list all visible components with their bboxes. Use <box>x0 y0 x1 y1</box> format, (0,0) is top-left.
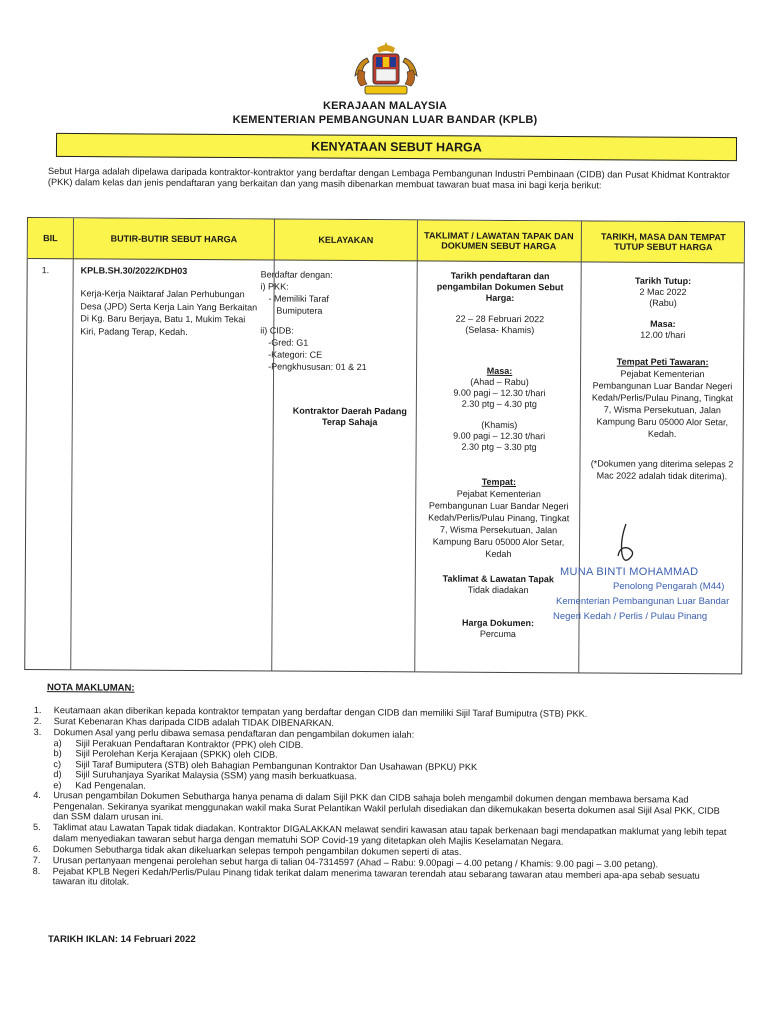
lawatan-label: Taklimat & Lawatan Tapak <box>442 573 554 585</box>
registration-dates: 22 – 28 Februari 2022 <box>455 313 545 325</box>
signature-mark-icon <box>606 522 646 570</box>
malaysia-coat-of-arms-icon <box>337 40 435 98</box>
late-document-note: (*Dokumen yang diterima selepas 2 Mac 2022 adalah tidak diterima). <box>590 458 734 482</box>
qualification-line: Berdaftar dengan: <box>260 269 333 280</box>
advertisement-date: TARIKH IKLAN: 14 Februari 2022 <box>48 934 196 945</box>
note-text: Taklimat atau Lawatan Tapak tidak diadakan. Kontraktor DIGALAKKAN melawat sendiri kawasan atau tapak berkenaan bagi mendapatkan maklumat yang lebih tepat dalam menyediakan tawaran sebut harga dengan mematuhi SOP Covid-19 yang ditetapkan oleh Majlis Keselamatan Negara. <box>52 822 727 847</box>
masa-line: (Khamis) <box>481 419 518 430</box>
header-taklimat: TAKLIMAT / LAWATAN TAPAK DAN DOKUMEN SEBUT HARGA <box>424 230 574 252</box>
signatory-title: Penolong Pengarah (M44) <box>613 581 725 592</box>
closing-date: 2 Mac 2022 <box>639 286 687 298</box>
government-title: KERAJAAN MALAYSIA <box>322 100 447 112</box>
signatory-state: Negeri Kedah / Perlis / Pulau Pinang <box>553 611 708 622</box>
masa-line: 9.00 pagi – 12.30 t/hari <box>453 387 546 399</box>
header-kelayakan: KELAYAKAN <box>318 234 374 246</box>
closing-time-label: Masa: <box>650 318 676 329</box>
registration-days: (Selasa- Khamis) <box>465 324 535 336</box>
tender-description: Kerja-Kerja Naiktaraf Jalan Perhubungan Desa (JPD) Serta Kerja Lain Yang Berkaitan Di Kg. Baru Berjaya, Batu 1, Mukim Tekai Kiri, Padang Terap, Kedah. <box>80 288 258 337</box>
subitem-text: Kad Pengenalan. <box>75 779 146 791</box>
registration-label: Tarikh pendaftaran dan pengambilan Dokumen Sebut Harga: <box>436 270 564 303</box>
note-number: 4. <box>33 789 41 801</box>
row-number: 1. <box>41 265 50 276</box>
note-text: Urusan pertanyaan mengenai perolehan sebut harga di talian 04-7314597 (Ahad – Rabu: 9.00pagi – 4.00 petang / Khamis: 9.00 pagi – 3.00 petang). <box>52 854 659 869</box>
tender-box-address: Pejabat Kementerian Pembangunan Luar Bandar Negeri Kedah/Perlis/Pulau Pinang, Tingkat 7, Wisma Persekutuan, Jalan Kampung Baru 05000 Alor Setar, Kedah. <box>591 368 733 439</box>
qualification-line: i) PKK: <box>260 281 289 292</box>
harga-label: Harga Dokumen: <box>461 617 535 629</box>
qualification-line: ii) CIDB: <box>260 325 294 336</box>
signatory-name: MUNA BINTI MOHAMMAD <box>560 566 699 578</box>
note-number: 1. <box>33 704 42 715</box>
subitem-letter: a) <box>53 737 62 748</box>
note-text: Dokumen Asal yang perlu dibawa semasa pendaftaran dan pengambilan dokumen ialah: <box>53 726 415 740</box>
header-bil: BIL <box>43 233 58 244</box>
note-text: Pejabat KPLB Negeri Kedah/Perlis/Pulau Pinang tidak terikat dalam menerima tawaran terendah atau sebarang tawaran atau memberi apa-apa sebab sesuatu tawaran itu ditolak. <box>52 865 700 887</box>
qualification-line: Bumiputera <box>276 305 323 316</box>
notice-banner: KENYATAAN SEBUT HARGA <box>56 133 737 161</box>
masa-line: 2.30 ptg – 3.30 ptg <box>461 441 537 453</box>
note-text: Surat Kebenaran Khas daripada CIDB adalah TIDAK DIBENARKAN. <box>53 715 334 728</box>
signatory-department: Kementerian Pembangunan Luar Bandar <box>556 596 730 607</box>
note-text: Urusan pengambilan Dokumen Sebutharga hanya penama di dalam Sijil PKK dan CIDB sahaja boleh mengambil dokumen dengan membawa bersama Kad Pengenalan. Sekiranya syarikat menggunakan wakil maka Surat Pelantikan Wakil perlulah disediakan dan dikemukakan beserta dokumen asal Sijil Asal PKK, CIDB dan SSM dalam urusan ini. <box>53 790 720 822</box>
note-number: 6. <box>32 843 41 854</box>
note-number: 5. <box>32 821 41 833</box>
tempat-address: Pejabat Kementerian Pembangunan Luar Bandar Negeri Kedah/Perlis/Pulau Pinang, Tingkat 7, Wisma Persekutuan, Jalan Kampung Baru 05000 Alor Setar, Kedah <box>428 488 570 559</box>
subitem-letter: d) <box>53 769 62 780</box>
subitem-letter: b) <box>53 748 62 759</box>
subitem-letter: e) <box>53 779 62 790</box>
subitem-letter: c) <box>53 758 62 769</box>
subitem-text: Sijil Suruhanjaya Syarikat Malaysia (SSM) yang masih berkuatkuasa. <box>75 769 357 782</box>
briefing-details <box>425 270 572 640</box>
subitem-text: Sijil Perakuan Pendaftaran Kontraktor (PPK) oleh CIDB. <box>75 737 304 750</box>
masa-line: (Ahad – Rabu) <box>470 376 529 388</box>
lawatan-value: Tidak diadakan <box>467 584 529 596</box>
note-number: 7. <box>32 854 41 865</box>
note-number: 8. <box>32 865 41 876</box>
intro-paragraph: Sebut Harga adalah dipelawa daripada kontraktor-kontraktor yang berdaftar dengan Lembaga Pembangunan Industri Pembinaan (CIDB) dan Pusat Khidmat Kontraktor (PKK) dalam kelas dan jenis pendaftaran yang berkaitan dan yang masih dibenarkan membuat tawaran buat masa ini bagi kerja berikut: <box>47 166 730 191</box>
note-number: 3. <box>33 726 42 737</box>
qualification-line: - Memiliki Taraf <box>268 293 329 304</box>
qualification-line: -Pengkhususan: 01 & 21 <box>268 361 367 373</box>
header-butir: BUTIR-BUTIR SEBUT HARGA <box>110 233 238 245</box>
closing-details <box>589 275 735 482</box>
notes-title: NOTA MAKLUMAN: <box>46 682 135 694</box>
harga-value: Percuma <box>479 628 516 639</box>
subitem-text: Sijil Taraf Bumiputera (STB) oleh Bahagian Pembangunan Kontraktor Dan Usahawan (BPKU) PKK <box>75 758 478 772</box>
note-item <box>33 790 733 826</box>
note-item <box>33 865 733 891</box>
qualification-line: -Kategori: CE <box>268 349 323 360</box>
subitem-text: Sijil Perolehan Kerja Kerajaan (SPKK) oleh CIDB. <box>75 748 278 760</box>
masa-line: 2.30 ptg – 4.30 ptg <box>461 398 537 410</box>
contractor-area-note: Kontraktor Daerah Padang Terap Sahaja <box>292 405 407 428</box>
qualification-line: -Gred: G1 <box>268 337 309 348</box>
note-number: 2. <box>33 715 42 726</box>
tender-box-label: Tempat Peti Tawaran: <box>616 356 709 368</box>
ministry-title: KEMENTERIAN PEMBANGUNAN LUAR BANDAR (KPLB) <box>232 114 538 126</box>
masa-label: Masa: <box>486 365 513 376</box>
closing-day: (Rabu) <box>649 297 677 308</box>
closing-date-label: Tarikh Tutup: <box>634 275 692 287</box>
tempat-label: Tempat: <box>481 476 517 487</box>
notes-list <box>33 704 734 891</box>
qualification-list <box>260 268 411 373</box>
notes-section <box>33 683 734 892</box>
closing-time: 12.00 t/hari <box>640 329 686 341</box>
header-tarikh-tutup: TARIKH, MASA DAN TEMPAT TUTUP SEBUT HARGA <box>601 231 726 253</box>
note-text: Keutamaan akan diberikan kepada kontraktor tempatan yang berdaftar dengan CIDB dan memiliki Sijil Taraf Bumiputra (STB) PKK. <box>53 704 588 719</box>
masa-line: 9.00 pagi – 12.30 t/hari <box>453 430 546 442</box>
note-text: Dokumen Sebutharga tidak akan dikeluarkan selepas tempoh pengambilan dokumen seperti di atas. <box>52 843 462 857</box>
tender-reference: KPLB.SH.30/2022/KDH03 <box>80 265 188 276</box>
